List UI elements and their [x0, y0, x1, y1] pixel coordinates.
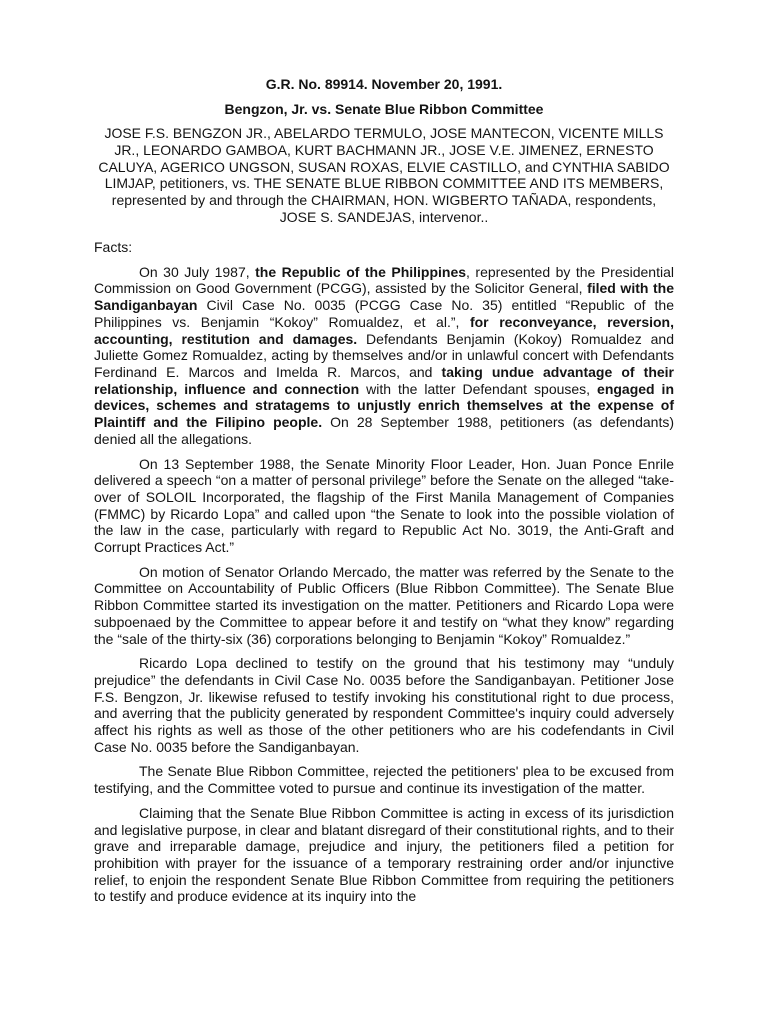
case-citation-title: G.R. No. 89914. November 20, 1991.: [265, 76, 503, 92]
p1-bold-3: for reconveyance, reversion, accounting, restitution and damages.: [94, 313, 674, 347]
facts-paragraph-6: Claiming that the Senate Blue Ribbon Committee is acting in excess of its jurisdiction and legislative purpose, in clear and blatant disregard of their constitutional rights, and to their grave and irreparable damage, prejudice and injury, the petitioners filed a petition for prohibition with prayer for the issuance of a temporary restraining order and/or injunctive relief, to enjoin the respondent Senate Blue Ribbon Committee from requiring the petitioners to testify and produce evidence at its inquiry into the: [94, 804, 674, 905]
p1-bold-5: engaged in devices, schemes and stratagems to unjustly enrich themselves at the expense of Plaintiff and the Filipino people.: [94, 380, 674, 431]
p1-text-4: Defendants Benjamin (Kokoy) Romualdez and Juliette Gomez Romualdez, acting by themselves and/or in unlawful concert with Defendants Ferdinand E. Marcos and Imelda R. Marcos, and: [94, 330, 674, 380]
p1-bold-2: filed with the Sandiganbayan: [94, 280, 674, 314]
facts-paragraph-1: [94, 264, 674, 448]
p1-text-1: On 30 July 1987,: [139, 263, 256, 280]
p1-text-3: Civil Case No. 0035 (PCGG Case No. 35) entitled “Republic of the Philippines vs. Benjamin “Kokoy” Romualdez, et al.”,: [94, 297, 674, 330]
facts-paragraph-5: The Senate Blue Ribbon Committee, rejected the petitioners' plea to be excused from testifying, and the Committee voted to pursue and continue its investigation of the matter.: [94, 763, 674, 797]
parties-block: JOSE F.S. BENGZON JR., ABELARDO TERMULO, JOSE MANTECON, VICENTE MILLS JR., LEONARDO GAMBOA, KURT BACHMANN JR., JOSE V.E. JIMENEZ, ERNESTO CALUYA, AGERICO UNGSON, SUSAN ROXAS, ELVIE CASTILLO, and CYNTHIA SABIDO LIMJAP, petitioners, vs. THE SENATE BLUE RIBBON COMMITTEE AND ITS MEMBERS, represented by and through the CHAIRMAN, HON. WIGBERTO TAÑADA, respondents, JOSE S. SANDEJAS, intervenor..: [98, 125, 670, 225]
case-name-subtitle: Bengzon, Jr. vs. Senate Blue Ribbon Committee: [224, 101, 544, 117]
p1-bold-1: the Republic of the Philippines: [255, 263, 467, 280]
p1-text-2: , represented by the Presidential Commission on Good Government (PCGG), assisted by the Solicitor General,: [94, 263, 674, 297]
facts-paragraph-3: On motion of Senator Orlando Mercado, the matter was referred by the Senate to the Committee on Accountability of Public Officers (Blue Ribbon Committee). The Senate Blue Ribbon Committee started its investigation on the matter. Petitioners and Ricardo Lopa were subpoenaed by the Committee to appear before it and testify on “what they know” regarding the “sale of the thirty-six (36) corporations belonging to Benjamin “Kokoy” Romualdez.”: [94, 563, 674, 647]
p1-bold-4: taking undue advantage of their relationship, influence and connection: [94, 364, 674, 397]
facts-heading: Facts:: [94, 238, 133, 255]
facts-paragraph-4: Ricardo Lopa declined to testify on the ground that his testimony may “unduly prejudice” the defendants in Civil Case No. 0035 before the Sandiganbayan. Petitioner Jose F.S. Bengzon, Jr. likewise refused to testify invoking his constitutional right to due process, and averring that the publicity generated by respondent Committee's inquiry could adversely affect his rights as well as those of the other petitioners who are his codefendants in Civil Case No. 0035 before the Sandiganbayan.: [94, 655, 674, 755]
p1-text-5: with the latter Defendant spouses,: [359, 380, 598, 397]
p1-text-6: On 28 September 1988, petitioners (as defendants) denied all the allegations.: [94, 414, 674, 447]
facts-paragraph-2: On 13 September 1988, the Senate Minority Floor Leader, Hon. Juan Ponce Enrile delivered a speech “on a matter of personal privilege” before the Senate on the alleged “take-over of SOLOIL Incorporated, the flagship of the First Manila Management of Companies (FMMC) by Ricardo Lopa” and called upon “the Senate to look into the possible violation of the law in the case, particularly with regard to Republic Act No. 3019, the Anti-Graft and Corrupt Practices Act.”: [94, 455, 674, 556]
